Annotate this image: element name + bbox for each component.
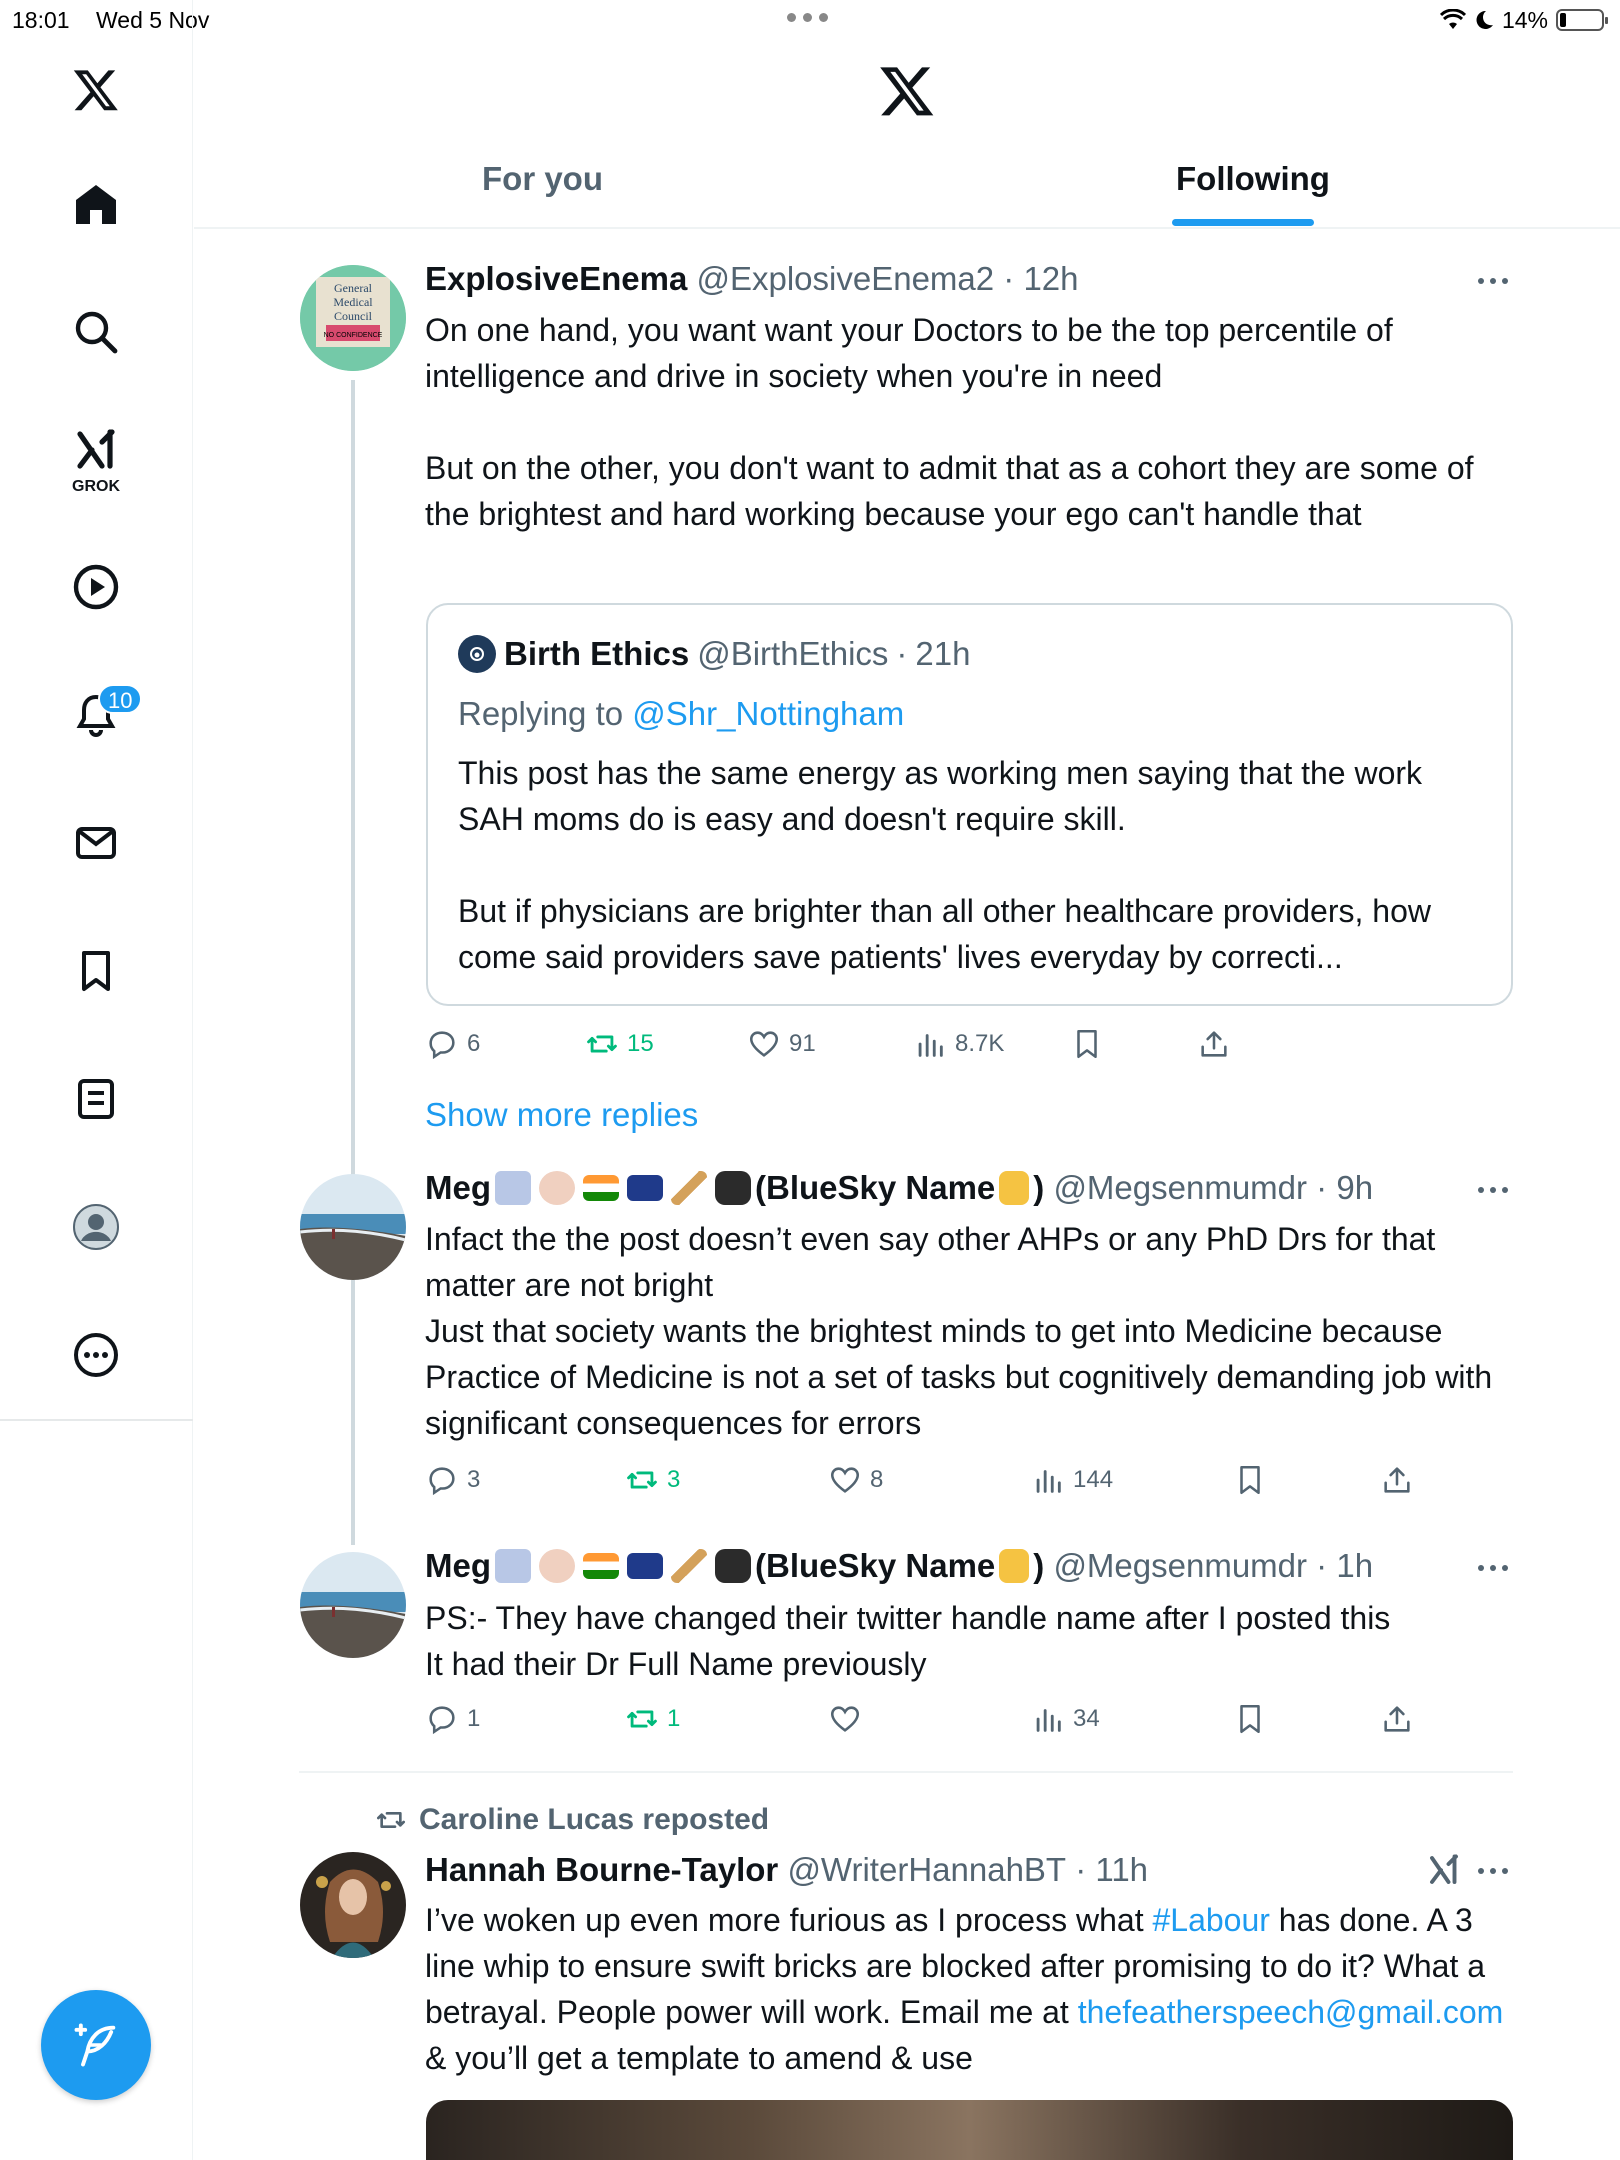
pointing-down-emoji-icon — [999, 1171, 1029, 1205]
author-name[interactable]: Meg — [425, 1169, 491, 1206]
status-date: Wed 5 Nov — [96, 7, 210, 33]
status-time: 18:01 — [12, 7, 70, 33]
timeline-header — [194, 40, 1620, 229]
messages-mail-icon[interactable] — [66, 813, 126, 873]
post-header: ExplosiveEnema @ExplosiveEnema2 · 12h — [425, 260, 1079, 297]
avatar[interactable] — [300, 1852, 406, 1958]
post-text-segment: & you’ll get a template to amend & use — [425, 2040, 973, 2076]
view-count: 8.7K — [955, 1030, 1005, 1057]
avatar-text-line: NO CONFIDENCE — [323, 332, 383, 339]
quoted-author-handle: @BirthEthics — [697, 635, 889, 672]
post-paragraph: But on the other, you don't want to admit that as a cohort they are some of the brightest and hard working because your ego can't handle that — [425, 450, 1474, 532]
author-handle[interactable]: @WriterHannahBT — [787, 1851, 1067, 1888]
india-flag-icon — [583, 1553, 619, 1579]
post-text-segment: has done. A 3 line whip to ensure swift bricks are blocked after promising to do it? What a betrayal. People power will work. Email me at — [425, 1902, 1486, 2030]
repost-count: 15 — [627, 1030, 654, 1057]
reply-icon — [425, 1463, 459, 1497]
quoted-post-time: 21h — [915, 635, 971, 672]
movie-camera-emoji-icon — [715, 1549, 751, 1583]
post-actions — [425, 1702, 1525, 1742]
post-more-icon[interactable] — [1478, 1565, 1510, 1575]
status-bar — [0, 0, 1620, 40]
post-header: Meg (BlueSky Name ) @Megsenmumdr · 1h — [425, 1547, 1374, 1584]
heart-icon — [747, 1027, 781, 1061]
author-handle[interactable]: @ExplosiveEnema2 — [696, 260, 995, 297]
x-logo-icon[interactable] — [877, 62, 937, 120]
repost-button[interactable] — [585, 1027, 654, 1061]
post-paragraph: On one hand, you want want your Doctors to be the top percentile of intelligence and drive in society when you're in need — [425, 312, 1393, 394]
wifi-icon — [1440, 9, 1466, 31]
hashtag-link[interactable]: #Labour — [1152, 1902, 1270, 1938]
moon-icon — [1474, 9, 1494, 31]
gmc-protest-avatar-image — [300, 265, 406, 371]
repost-button[interactable] — [625, 1702, 680, 1736]
repost-icon — [625, 1463, 659, 1497]
bookmark-button[interactable] — [1233, 1702, 1267, 1736]
search-icon[interactable] — [66, 302, 126, 362]
portrait-avatar-image — [300, 1852, 406, 1958]
compose-feather-icon — [70, 2019, 122, 2071]
battery-icon — [1556, 9, 1604, 31]
quoted-author-name: Birth Ethics — [504, 635, 690, 672]
compose-post-button[interactable] — [41, 1990, 151, 2100]
repost-button[interactable] — [625, 1463, 680, 1497]
quoted-post[interactable]: Birth Ethics @BirthEthics · 21h Replying to @Shr_Nottingham This post has the same energy as working men saying that the work SAH moms do is easy and doesn't require skill. But if physicians are brighter than all other healthcare providers, how come said providers save patients' lives everyday by correcti... — [426, 603, 1513, 1006]
post-time[interactable]: 11h — [1095, 1851, 1149, 1888]
post-time[interactable]: 9h — [1336, 1169, 1374, 1206]
grok-icon[interactable] — [66, 420, 126, 480]
notification-count-badge: 10 — [98, 684, 142, 714]
avatar-text-line: Medical — [333, 295, 373, 309]
avatar[interactable] — [300, 265, 406, 371]
author-name-suffix[interactable]: (BlueSky Name — [755, 1169, 996, 1206]
x-logo-icon[interactable] — [66, 60, 126, 120]
reposted-by-line[interactable] — [375, 1803, 769, 1837]
share-icon — [1380, 1702, 1414, 1736]
author-name[interactable]: Meg — [425, 1547, 491, 1584]
show-more-replies-link[interactable]: Show more replies — [425, 1096, 699, 1133]
share-button[interactable] — [1197, 1027, 1231, 1061]
repost-icon — [625, 1702, 659, 1736]
views-button[interactable] — [1031, 1702, 1100, 1736]
like-button[interactable] — [828, 1463, 883, 1497]
post-more-icon[interactable] — [1478, 1868, 1510, 1878]
profile-avatar-icon[interactable] — [66, 1197, 126, 1257]
post-time[interactable]: 12h — [1023, 260, 1079, 297]
share-icon — [1380, 1463, 1414, 1497]
tab-following[interactable]: Following — [1176, 160, 1330, 197]
like-count: 8 — [870, 1466, 884, 1493]
quoted-paragraph: But if physicians are brighter than all other healthcare providers, how come said providers save patients' lives everyday by correcti... — [458, 893, 1431, 975]
replying-to-label: Replying to — [458, 695, 624, 732]
birth-ethics-avatar-icon — [458, 635, 496, 673]
view-count: 144 — [1073, 1466, 1114, 1493]
author-name-close: ) — [1033, 1169, 1045, 1206]
heart-icon — [828, 1463, 862, 1497]
quoted-paragraph: This post has the same energy as working men saying that the work SAH moms do is easy and doesn't require skill. — [458, 755, 1423, 837]
share-button[interactable] — [1380, 1463, 1414, 1497]
post-paragraph: Just that society wants the brightest minds to get into Medicine because Practice of Medicine is not a set of tasks but cognitively demanding job with significant consequences for errors — [425, 1313, 1493, 1441]
author-name-suffix[interactable]: (BlueSky Name — [755, 1547, 996, 1584]
reply-count: 1 — [467, 1705, 481, 1732]
views-chart-icon — [1031, 1702, 1065, 1736]
uk-flag-icon — [627, 1175, 663, 1201]
repost-icon — [585, 1027, 619, 1061]
post-more-icon[interactable] — [1478, 1187, 1510, 1197]
email-link[interactable]: thefeatherspeech@gmail.com — [1077, 1994, 1504, 2030]
post-text — [425, 307, 1515, 537]
like-button[interactable] — [828, 1702, 870, 1736]
thread-connector-line — [351, 1290, 355, 1545]
reply-count: 6 — [467, 1030, 481, 1057]
pointing-down-emoji-icon — [999, 1549, 1029, 1583]
avatar[interactable] — [300, 1552, 406, 1658]
bookmark-button[interactable] — [1070, 1027, 1104, 1061]
post-header: Hannah Bourne-Taylor @WriterHannahBT · 11h — [425, 1851, 1149, 1888]
post-actions — [425, 1463, 1525, 1503]
post-separator — [299, 1771, 1513, 1773]
repost-count: 1 — [667, 1705, 681, 1732]
views-button[interactable] — [913, 1027, 1004, 1061]
share-icon — [1197, 1027, 1231, 1061]
reply-button[interactable] — [425, 1702, 480, 1736]
bookmark-icon — [1070, 1027, 1104, 1061]
bookmark-icon — [1233, 1702, 1267, 1736]
post-header: Meg (BlueSky Name ) @Megsenmumdr · 9h — [425, 1169, 1374, 1206]
grok-label: GROK — [72, 478, 120, 495]
post-text — [425, 1897, 1515, 2081]
post-text-segment: I’ve woken up even more furious as I process what — [425, 1902, 1153, 1938]
share-button[interactable] — [1380, 1702, 1414, 1736]
more-options-icon[interactable] — [66, 1325, 126, 1385]
beach-avatar-image — [300, 1174, 406, 1280]
home-icon[interactable] — [66, 174, 126, 234]
reply-count: 3 — [467, 1466, 481, 1493]
post-time[interactable]: 1h — [1336, 1547, 1374, 1584]
heart-icon — [828, 1702, 862, 1736]
bookmark-icon[interactable] — [66, 941, 126, 1001]
author-handle[interactable]: @Megsenmumdr — [1053, 1169, 1308, 1206]
reply-button[interactable] — [425, 1463, 480, 1497]
avatar-text-line: Council — [334, 309, 372, 323]
post-paragraph: Infact the the post doesn’t even say other AHPs or any PhD Drs for that matter are not bright — [425, 1221, 1436, 1303]
sidebar — [0, 0, 193, 2160]
replying-to-line — [458, 695, 904, 733]
avatar[interactable] — [300, 1174, 406, 1280]
post-more-icon[interactable] — [1478, 278, 1510, 288]
replying-to-handle[interactable]: @Shr_Nottingham — [632, 695, 905, 732]
post-paragraph: PS:- They have changed their twitter handle name after I posted this — [425, 1600, 1391, 1636]
post-actions — [425, 1027, 1525, 1067]
author-name[interactable]: ExplosiveEnema — [425, 260, 688, 297]
india-flag-icon — [583, 1175, 619, 1201]
like-button[interactable] — [747, 1027, 816, 1061]
like-count: 91 — [789, 1030, 816, 1057]
active-tab-indicator — [1172, 219, 1314, 226]
uk-flag-icon — [627, 1553, 663, 1579]
views-chart-icon — [913, 1027, 947, 1061]
reply-icon — [425, 1702, 459, 1736]
view-count: 34 — [1073, 1705, 1100, 1732]
reposted-by-text: Caroline Lucas reposted — [419, 1803, 770, 1836]
tab-for-you[interactable]: For you — [482, 160, 603, 197]
multitasking-dots-icon[interactable] — [787, 13, 831, 23]
movie-camera-emoji-icon — [715, 1171, 751, 1205]
views-chart-icon — [1031, 1463, 1065, 1497]
views-button[interactable] — [1031, 1463, 1113, 1497]
repost-icon — [375, 1804, 407, 1836]
beach-avatar-image — [300, 1552, 406, 1658]
reply-button[interactable] — [425, 1027, 480, 1061]
post-text — [425, 1595, 1515, 1687]
woman-health-worker-emoji-icon — [539, 1171, 575, 1205]
lists-icon[interactable] — [66, 1069, 126, 1129]
quoted-post-text — [458, 750, 1488, 980]
family-emoji-icon — [495, 1171, 531, 1205]
post-media-image[interactable] — [426, 2100, 1513, 2160]
family-emoji-icon — [495, 1549, 531, 1583]
cricket-emoji-icon — [671, 1549, 707, 1583]
sidebar-divider — [0, 1419, 193, 1421]
bookmark-icon — [1233, 1463, 1267, 1497]
bookmark-button[interactable] — [1233, 1463, 1267, 1497]
post-paragraph: It had their Dr Full Name previously — [425, 1646, 927, 1682]
woman-health-worker-emoji-icon — [539, 1549, 575, 1583]
author-name[interactable]: Hannah Bourne-Taylor — [425, 1851, 779, 1888]
author-name-close: ) — [1033, 1547, 1045, 1584]
reply-icon — [425, 1027, 459, 1061]
repost-count: 3 — [667, 1466, 681, 1493]
video-play-icon[interactable] — [66, 557, 126, 617]
post-text — [425, 1216, 1515, 1446]
avatar-text-line: General — [334, 281, 372, 295]
author-handle[interactable]: @Megsenmumdr — [1053, 1547, 1308, 1584]
battery-percent: 14% — [1501, 6, 1548, 33]
cricket-emoji-icon — [671, 1171, 707, 1205]
grok-icon[interactable] — [1426, 1852, 1462, 1888]
